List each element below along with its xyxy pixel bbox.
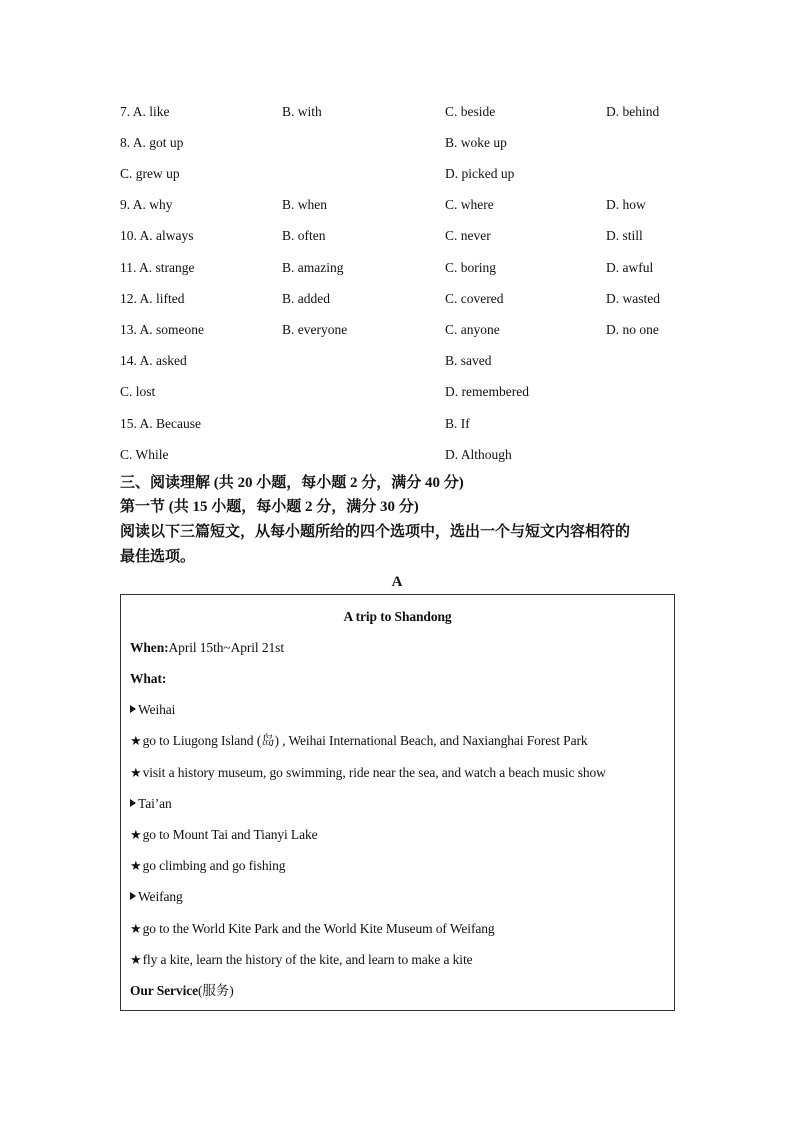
service-label: Our Service bbox=[130, 983, 199, 998]
service-note: (服务) bbox=[198, 983, 234, 998]
question-12-row bbox=[0, 289, 794, 309]
activity-text: fly a kite, learn the history of the kite, and learn to make a kite bbox=[142, 952, 473, 967]
option-a: 12. A. lifted bbox=[120, 291, 185, 306]
option-d: D. behind bbox=[606, 104, 660, 119]
activity-text: go to the World Kite Park and the World Kite Museum of Weifang bbox=[142, 921, 495, 936]
option-c: C. beside bbox=[445, 104, 496, 119]
place-name: Weihai bbox=[138, 702, 176, 717]
option-c: C. never bbox=[445, 228, 491, 243]
option-d: D. how bbox=[606, 197, 646, 212]
when-label: When: bbox=[130, 640, 169, 655]
option-d: D. no one bbox=[606, 322, 659, 337]
option-c: C. covered bbox=[445, 291, 504, 306]
activity-text: visit a history museum, go swimming, ride near the sea, and watch a beach music show bbox=[142, 765, 606, 780]
option-b: B. saved bbox=[445, 353, 492, 368]
question-11-row bbox=[0, 258, 794, 278]
place-weifang bbox=[130, 887, 183, 907]
instruction-line-1: 阅读以下三篇短文，从每小题所给的四个选项中，选出一个与短文内容相符的 bbox=[120, 524, 631, 540]
option-c: C. lost bbox=[120, 384, 156, 399]
activity-text: go to Liugong Island (岛) , Weihai International Beach, and Naxianghai Forest Park bbox=[142, 733, 588, 748]
when-line bbox=[130, 638, 284, 658]
place-taian bbox=[130, 794, 172, 814]
place-name: Weifang bbox=[138, 889, 183, 904]
when-value: April 15th~April 21st bbox=[168, 640, 284, 655]
option-d: D. still bbox=[606, 228, 643, 243]
option-d: D. remembered bbox=[445, 384, 529, 399]
question-8-row-1 bbox=[0, 133, 794, 153]
star-bullet-icon: ★ bbox=[130, 828, 142, 843]
option-c: C. While bbox=[120, 447, 169, 462]
activity-item bbox=[130, 825, 318, 846]
triangle-bullet-icon bbox=[130, 705, 136, 713]
question-14-row-2 bbox=[0, 382, 794, 402]
activity-text: go climbing and go fishing bbox=[142, 858, 286, 873]
activity-item bbox=[130, 856, 285, 877]
triangle-bullet-icon bbox=[130, 799, 136, 807]
option-a: 8. A. got up bbox=[120, 135, 184, 150]
section-heading: 三、阅读理解 (共 20 小题，每小题 2 分，满分 40 分) bbox=[120, 475, 464, 491]
option-b: B. added bbox=[282, 291, 330, 306]
star-bullet-icon: ★ bbox=[130, 766, 142, 781]
question-15-row-1 bbox=[0, 414, 794, 434]
place-name: Tai’an bbox=[138, 796, 172, 811]
what-label: What: bbox=[130, 671, 167, 686]
question-14-row-1 bbox=[0, 351, 794, 371]
star-bullet-icon: ★ bbox=[130, 953, 142, 968]
passage-title: A trip to Shandong bbox=[343, 609, 452, 624]
activity-item bbox=[130, 731, 588, 752]
option-a: 15. A. Because bbox=[120, 416, 201, 431]
option-a: 14. A. asked bbox=[120, 353, 187, 368]
option-c: C. where bbox=[445, 197, 494, 212]
part-heading: 第一节 (共 15 小题，每小题 2 分，满分 30 分) bbox=[120, 499, 419, 515]
activity-item bbox=[130, 950, 473, 971]
star-bullet-icon: ★ bbox=[130, 859, 142, 874]
option-b: B. amazing bbox=[282, 260, 344, 275]
option-b: B. If bbox=[445, 416, 470, 431]
option-c: C. grew up bbox=[120, 166, 180, 181]
question-8-row-2 bbox=[0, 164, 794, 184]
option-a: 7. A. like bbox=[120, 104, 170, 119]
activity-text: go to Mount Tai and Tianyi Lake bbox=[142, 827, 318, 842]
passage-letter: A bbox=[391, 574, 403, 590]
question-10-row bbox=[0, 226, 794, 246]
option-d: D. Although bbox=[445, 447, 512, 462]
instruction-line-2: 最佳选项。 bbox=[120, 549, 196, 565]
option-a: 10. A. always bbox=[120, 228, 194, 243]
place-weihai bbox=[130, 700, 175, 720]
option-d: D. awful bbox=[606, 260, 654, 275]
passage-box bbox=[120, 594, 675, 1011]
question-9-row bbox=[0, 195, 794, 215]
option-a: 13. A. someone bbox=[120, 322, 204, 337]
triangle-bullet-icon bbox=[130, 892, 136, 900]
option-c: C. anyone bbox=[445, 322, 500, 337]
option-b: B. everyone bbox=[282, 322, 348, 337]
option-c: C. boring bbox=[445, 260, 497, 275]
option-b: B. with bbox=[282, 104, 322, 119]
option-b: B. often bbox=[282, 228, 326, 243]
option-a: 9. A. why bbox=[120, 197, 173, 212]
activity-item bbox=[130, 919, 495, 940]
option-b: B. woke up bbox=[445, 135, 507, 150]
service-line bbox=[130, 981, 234, 1001]
activity-item bbox=[130, 763, 606, 784]
question-13-row bbox=[0, 320, 794, 340]
star-bullet-icon: ★ bbox=[130, 922, 142, 937]
option-b: B. when bbox=[282, 197, 327, 212]
option-a: 11. A. strange bbox=[120, 260, 195, 275]
option-d: D. wasted bbox=[606, 291, 660, 306]
question-15-row-2 bbox=[0, 445, 794, 465]
star-bullet-icon: ★ bbox=[130, 734, 142, 749]
question-7-row bbox=[0, 102, 794, 122]
option-d: D. picked up bbox=[445, 166, 515, 181]
